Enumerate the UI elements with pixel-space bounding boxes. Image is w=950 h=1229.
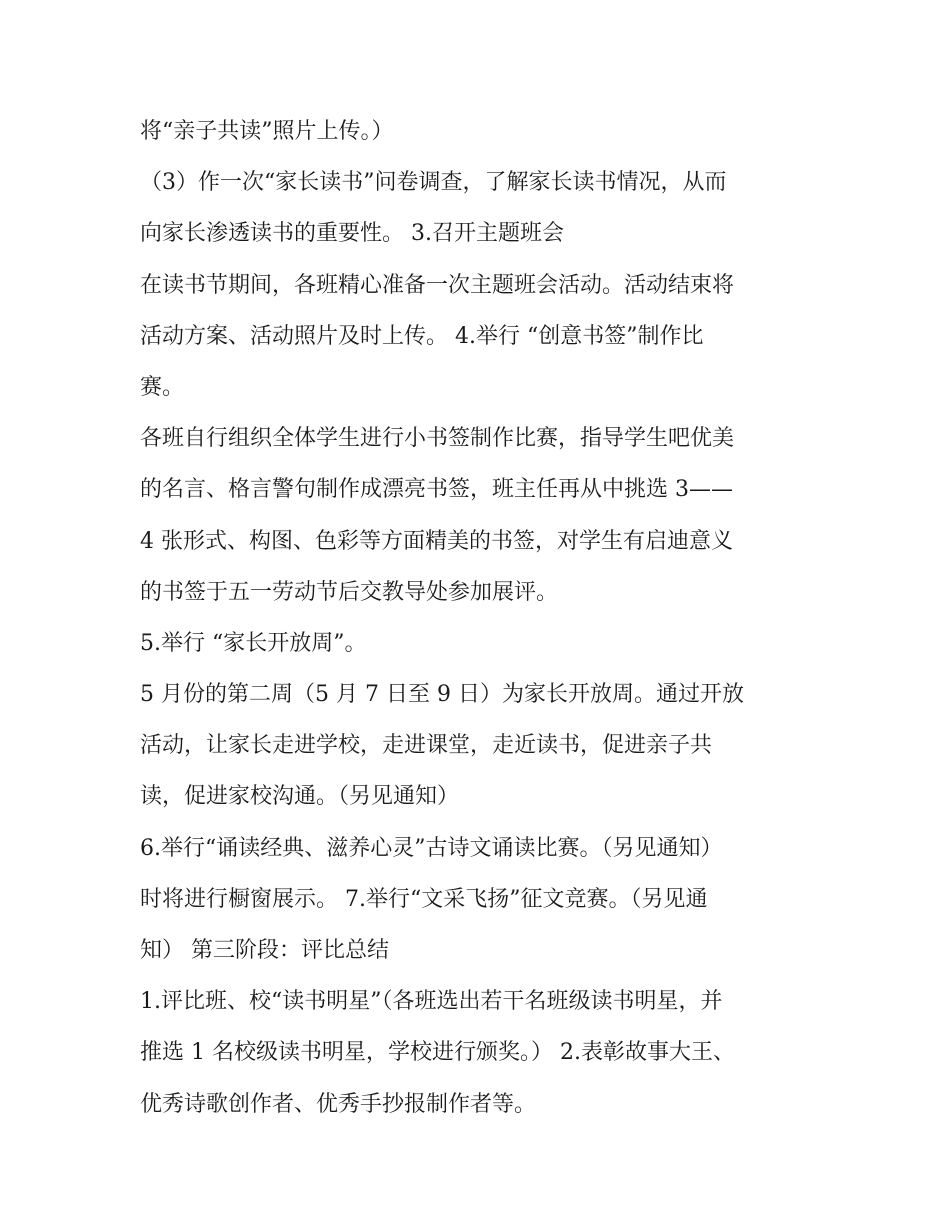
text-line-3: 向家长渗透读书的重要性。 3.召开主题班会 [140,221,564,247]
text-line-15: 6.举行“诵读经典、滋养心灵”古诗文诵读比赛。（另见通知） [140,835,723,861]
document-body [140,106,820,1130]
text-line-2: （3）作一次“家长读书”问卷调查，了解家长读书情况，从而 [140,170,727,196]
text-line-4: 在读书节期间，各班精心准备一次主题班会活动。活动结束将 [140,272,735,298]
text-line-1: 将“亲子共读”照片上传。） [140,119,394,144]
text-line-19: 推选 1 名校级读书明星，学校进行颁奖。） 2.表彰故事大王、 [140,1040,735,1066]
text-line-7: 各班自行组织全体学生进行小书签制作比赛，指导学生吧优美 [140,426,735,452]
text-line-16: 时将进行橱窗展示。 7.举行“文采飞扬”征文竞赛。（另见通 [140,886,708,912]
text-line-14: 读，促进家校沟通。（另见通知） [140,784,460,810]
text-line-5: 活动方案、活动照片及时上传。 4.举行 “创意书签”制作比 [140,323,704,349]
text-line-13: 活动，让家长走进学校，走进课堂，走近读书，促进亲子共 [140,733,713,759]
text-line-12: 5 月份的第二周（5 月 7 日至 9 日）为家长开放周。通过开放 [140,682,744,708]
text-line-17: 知） 第三阶段：评比总结 [140,938,389,963]
text-line-9: 4 张形式、构图、色彩等方面精美的书签，对学生有启迪意义 [140,528,733,554]
text-line-20: 优秀诗歌创作者、优秀手抄报制作者等。 [140,1091,537,1117]
text-line-18: 1.评比班、校“读书明星”（各班选出若干名班级读书明星，并 [140,989,723,1015]
text-line-11: 5.举行 “家长开放周”。 [140,630,367,656]
text-line-8: 的名言、格言警句制作成漂亮书签，班主任再从中挑选 3—— [140,477,733,503]
text-line-6: 赛。 [140,374,185,400]
text-line-10: 的书签于五一劳动节后交教导处参加展评。 [140,579,559,605]
